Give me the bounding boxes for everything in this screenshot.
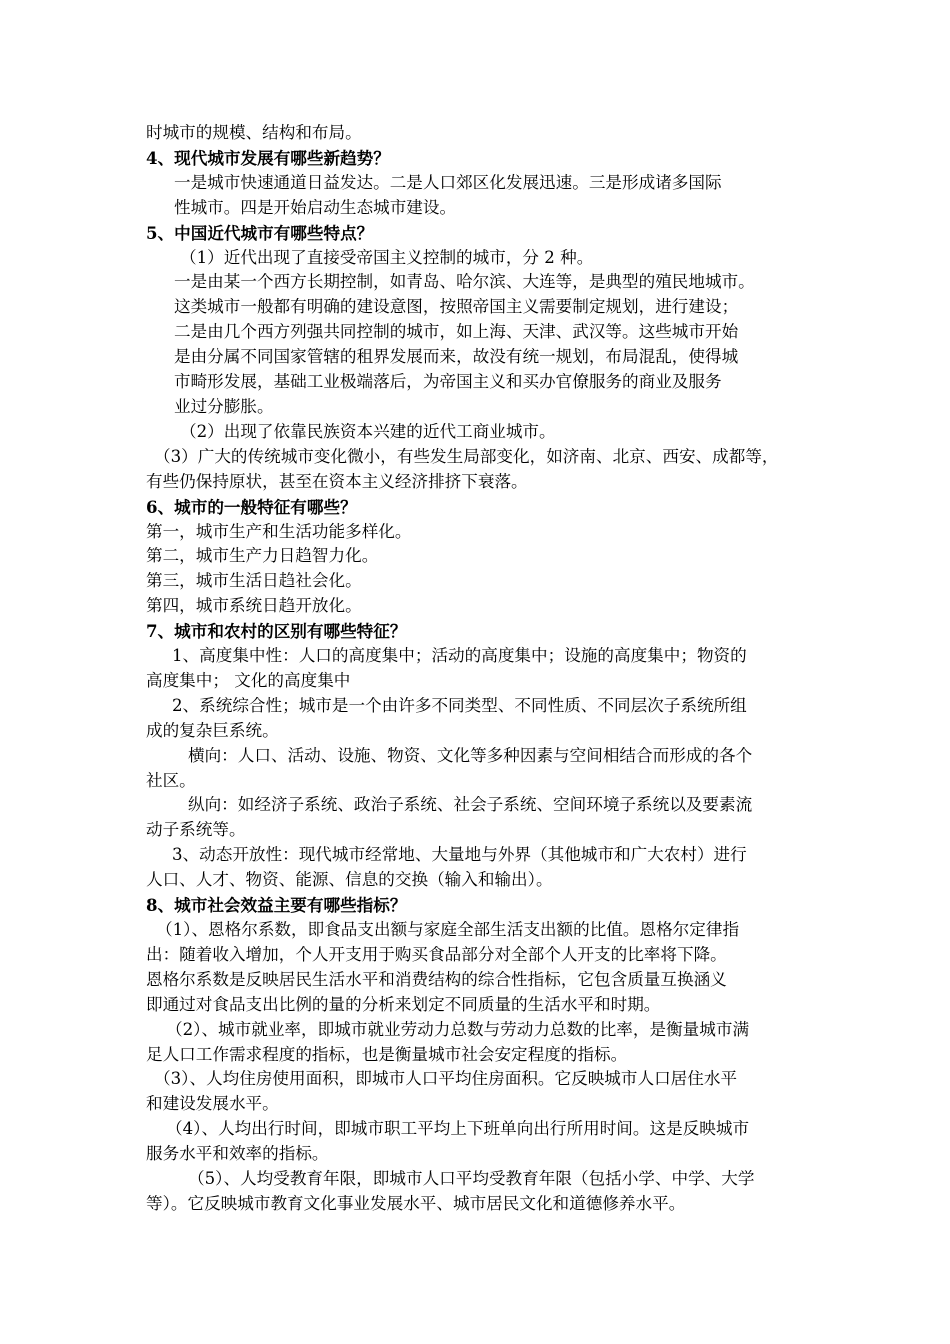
paragraph-line: （5）、人均受教育年限，即城市人口平均受教育年限（包括小学、中学、大学 (188, 1169, 755, 1189)
paragraph-line: 社区。 (146, 770, 196, 790)
paragraph-line: 时城市的规模、结构和布局。 (146, 123, 362, 142)
paragraph-line: 一是由某一个西方长期控制，如青岛、哈尔滨、大连等，是典型的殖民地城市。 (174, 272, 755, 292)
paragraph-line: 一是城市快速通道日益发达。二是人口郊区化发展迅速。三是形成诸多国际 (174, 172, 722, 192)
paragraph-line: 恩格尔系数是反映居民生活水平和消费结构的综合性指标，它包含质量互换涵义 (146, 969, 727, 989)
paragraph-line: 高度集中； 文化的高度集中 (146, 670, 351, 690)
paragraph-line: 出：随着收入增加，个人开支用于购买食品部分对全部个人开支的比率将下降。 (146, 944, 727, 964)
question-heading-5: 5、中国近代城市有哪些特点？ (146, 222, 374, 243)
paragraph-line: 纵向：如经济子系统、政治子系统、社会子系统、空间环境子系统以及要素流 (188, 795, 753, 815)
question-heading-7: 7、城市和农村的区别有哪些特征？ (146, 621, 407, 642)
paragraph-line: 第四，城市系统日趋开放化。 (146, 596, 362, 616)
document-page (146, 121, 818, 1217)
paragraph-line: （1）近代出现了直接受帝国主义控制的城市，分 2 种。 (180, 247, 594, 267)
paragraph-line: 横向：人口、活动、设施、物资、文化等多种因素与空间相结合而形成的各个 (188, 745, 753, 765)
paragraph-line: 业过分膨胀。 (174, 396, 274, 416)
paragraph-line: 动子系统等。 (146, 820, 246, 840)
paragraph-line: （1）、恩格尔系数，即食品支出额与家庭全部生活支出额的比值。恩格尔定律指 (156, 920, 740, 939)
paragraph-line: 第一，城市生产和生活功能多样化。 (146, 521, 412, 541)
paragraph-line: （3）广大的传统城市变化微小，有些发生局部变化，如济南、北京、西安、成都等， (154, 446, 779, 466)
question-heading-6: 6、城市的一般特征有哪些？ (146, 496, 357, 517)
paragraph-line: 和建设发展水平。 (146, 1094, 279, 1114)
paragraph-line: 1、高度集中性：人口的高度集中；活动的高度集中；设施的高度集中；物资的 (172, 646, 747, 666)
question-heading-4: 4、现代城市发展有哪些新趋势？ (146, 147, 390, 168)
paragraph-line: 人口、人才、物资、能源、信息的交换（输入和输出）。 (146, 870, 553, 890)
paragraph-line: （2）、城市就业率，即城市就业劳动力总数与劳动力总数的比率，是衡量城市满 (166, 1019, 750, 1039)
paragraph-line: （3）、人均住房使用面积，即城市人口平均住房面积。它反映城市人口居住水平 (154, 1069, 738, 1089)
paragraph-line: 第二，城市生产力日趋智力化。 (146, 546, 379, 566)
question-heading-8: 8、城市社会效益主要有哪些指标？ (146, 895, 407, 916)
paragraph-line: 足人口工作需求程度的指标，也是衡量城市社会安定程度的指标。 (146, 1044, 628, 1064)
paragraph-line: 等）。它反映城市教育文化事业发展水平、城市居民文化和道德修养水平。 (146, 1193, 686, 1213)
paragraph-line: 3、动态开放性：现代城市经常地、大量地与外界（其他城市和广大农村）进行 (172, 845, 747, 865)
paragraph-line: 是由分属不同国家管辖的租界发展而来，故没有统一规划，布局混乱，使得城 (174, 347, 739, 367)
paragraph-line: （4）、人均出行时间，即城市职工平均上下班单向出行所用时间。这是反映城市 (166, 1119, 750, 1139)
paragraph-line: 即通过对食品支出比例的量的分析来划定不同质量的生活水平和时期。 (146, 994, 661, 1014)
paragraph-line: 第三，城市生活日趋社会化。 (146, 571, 362, 591)
paragraph-line: 二是由几个西方列强共同控制的城市，如上海、天津、武汉等。这些城市开始 (174, 322, 739, 342)
paragraph-line: 有些仍保持原状，甚至在资本主义经济排挤下衰落。 (146, 471, 528, 491)
paragraph-line: 服务水平和效率的指标。 (146, 1144, 329, 1164)
paragraph-line: 2、系统综合性；城市是一个由许多不同类型、不同性质、不同层次子系统所组 (172, 695, 747, 715)
paragraph-line: （2）出现了依靠民族资本兴建的近代工商业城市。 (180, 421, 556, 441)
paragraph-line: 性城市。四是开始启动生态城市建设。 (174, 197, 457, 217)
paragraph-line: 市畸形发展，基础工业极端落后，为帝国主义和买办官僚服务的商业及服务 (174, 372, 722, 392)
paragraph-line: 这类城市一般都有明确的建设意图，按照帝国主义需要制定规划，进行建设； (174, 297, 739, 317)
paragraph-line: 成的复杂巨系统。 (146, 720, 279, 740)
